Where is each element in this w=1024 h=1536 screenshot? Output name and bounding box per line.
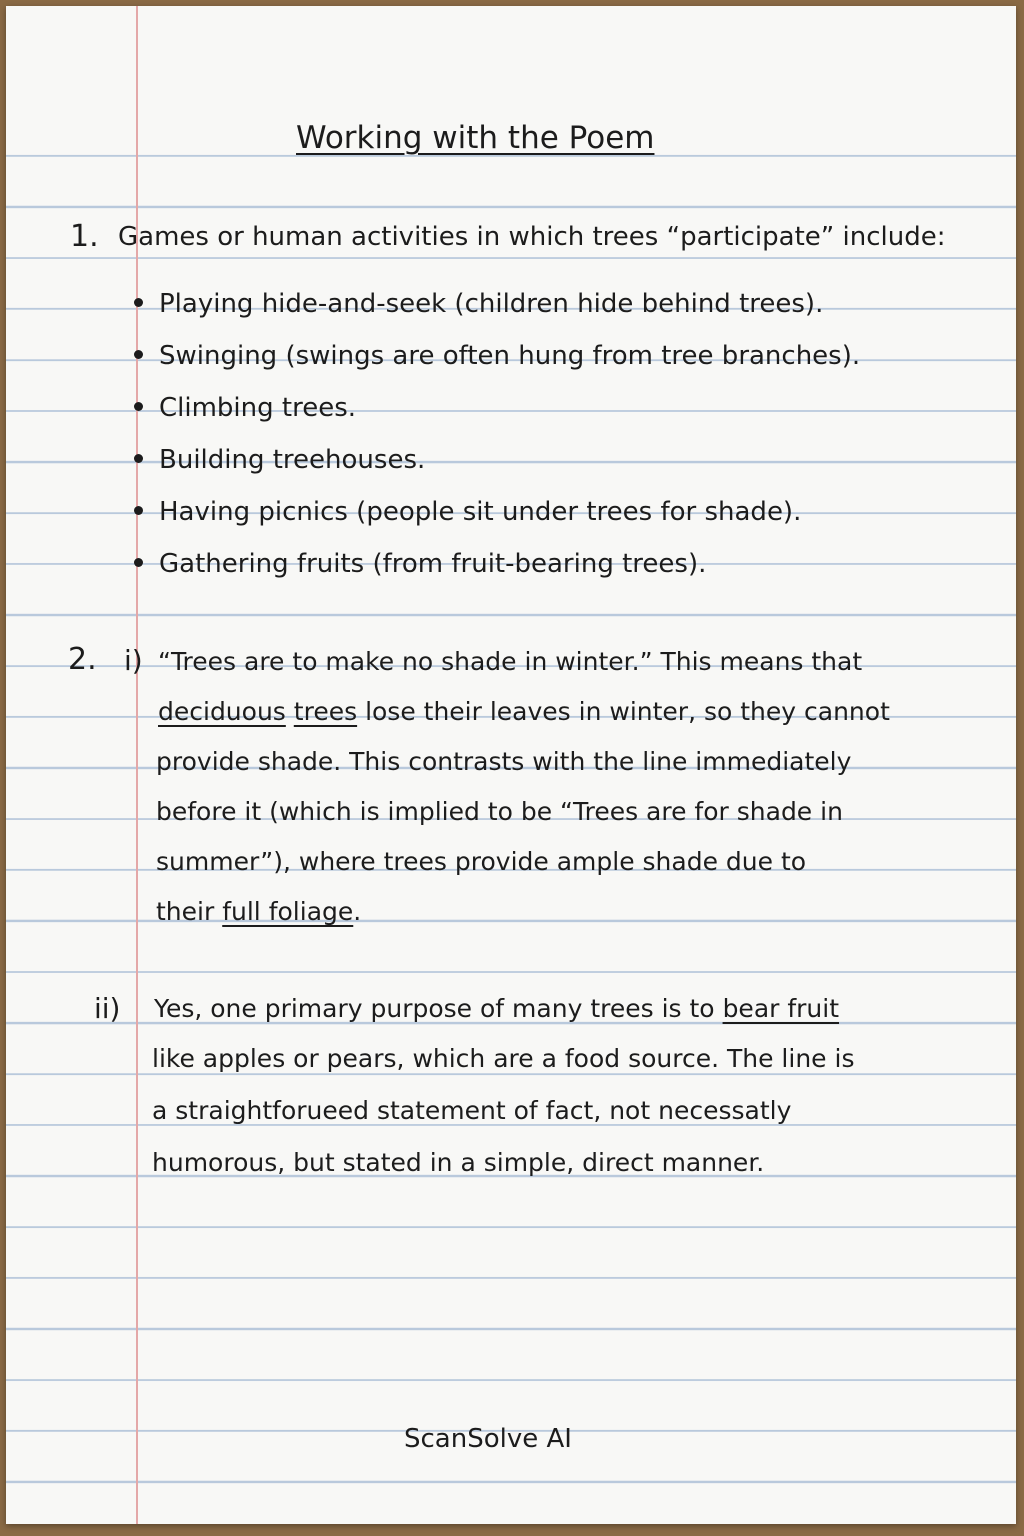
question-1-number: 1.	[70, 219, 99, 254]
paper-header-space	[6, 6, 1016, 106]
activities-list	[134, 284, 860, 596]
part-i-label: i)	[124, 644, 143, 677]
underlined-term-bear-fruit: bear fruit	[722, 994, 840, 1023]
question-1-prompt: Games or human activities in which trees “participate” include:	[118, 222, 946, 252]
underlined-term-deciduous: deciduous	[158, 697, 286, 726]
underlined-term-full-foliage: full foliage	[222, 897, 354, 926]
list-item-text: Playing hide-and-seek (children hide behind trees).	[159, 289, 824, 319]
bullet-icon	[134, 350, 143, 359]
list-item-text: Gathering fruits (from fruit-bearing trees).	[159, 549, 707, 579]
part-i-line-3: provide shade. This contrasts with the line immediately	[156, 747, 852, 776]
bullet-icon	[134, 558, 143, 567]
bullet-icon	[134, 402, 143, 411]
part-i-line-2	[158, 697, 890, 726]
part-ii-line-4: humorous, but stated in a simple, direct manner.	[152, 1148, 765, 1177]
list-item	[134, 284, 860, 336]
list-item	[134, 440, 860, 492]
footer-brand: ScanSolve AI	[404, 1424, 572, 1454]
part-i-line-6	[156, 897, 361, 926]
underlined-term-trees: trees	[293, 697, 358, 726]
part-ii-line-2: like apples or pears, which are a food source. The line is	[152, 1044, 855, 1073]
part-i-line-4: before it (which is implied to be “Trees are for shade in	[156, 797, 843, 826]
bullet-icon	[134, 506, 143, 515]
part-ii-line-1-pre: Yes, one primary purpose of many trees is to	[154, 994, 715, 1023]
list-item	[134, 492, 860, 544]
part-i-line-2-rest: lose their leaves in winter, so they cannot	[365, 697, 890, 726]
list-item-text: Having picnics (people sit under trees for shade).	[159, 497, 802, 527]
list-item-text: Swinging (swings are often hung from tree branches).	[159, 341, 861, 371]
list-item-text: Climbing trees.	[159, 393, 357, 423]
question-2-number: 2.	[68, 642, 97, 677]
part-i-line-1: “Trees are to make no shade in winter.” This means that	[158, 647, 863, 676]
page-title: Working with the Poem	[296, 120, 655, 156]
notebook-paper	[6, 6, 1016, 1524]
part-i-line-6-post: .	[353, 897, 362, 926]
list-item	[134, 388, 860, 440]
part-ii-line-3: a straightforueed statement of fact, not necessatly	[152, 1096, 792, 1125]
bullet-icon	[134, 298, 143, 307]
list-item-text: Building treehouses.	[159, 445, 426, 475]
part-ii-line-1	[154, 994, 839, 1023]
part-i-line-6-pre: their	[156, 897, 215, 926]
list-item	[134, 544, 860, 596]
list-item	[134, 336, 860, 388]
part-i-line-5: summer”), where trees provide ample shade due to	[156, 847, 807, 876]
bullet-icon	[134, 454, 143, 463]
part-ii-label: ii)	[94, 992, 121, 1025]
